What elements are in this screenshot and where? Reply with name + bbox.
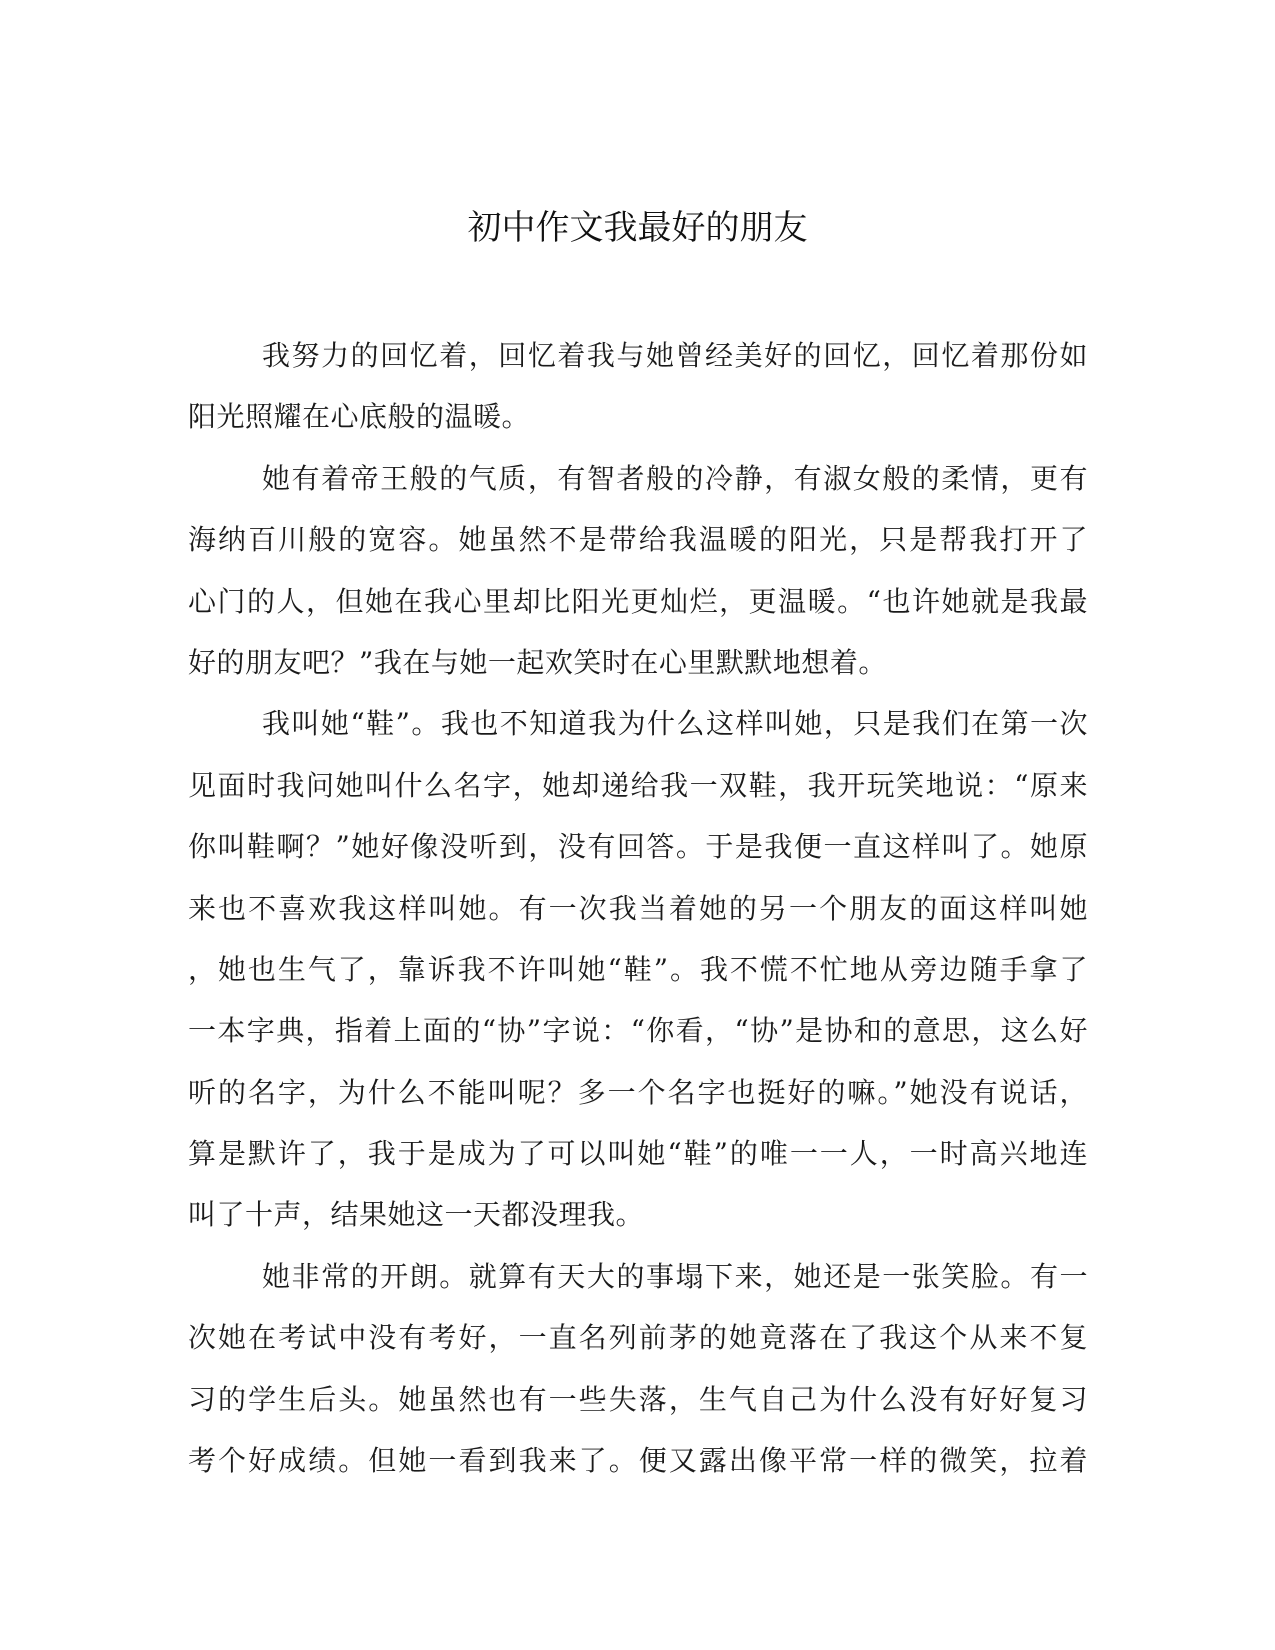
document-body	[188, 325, 1088, 1491]
text-line: 一本字典，指着上面的“协”字说：“你看，“协”是协和的意思，这么好	[188, 1014, 1088, 1048]
text-line: 听的名字，为什么不能叫呢？多一个名字也挺好的嘛。”她没有说话，	[188, 1075, 1088, 1109]
text-line: ，她也生气了，靠诉我不许叫她“鞋”。我不慌不忙地从旁边随手拿了	[188, 952, 1088, 986]
text-line: 习的学生后头。她虽然也有一些失落，生气自己为什么没有好好复习	[188, 1382, 1088, 1416]
text-line: 见面时我问她叫什么名字，她却递给我一双鞋，我开玩笑地说：“原来	[188, 768, 1088, 802]
text-line: 你叫鞋啊？”她好像没听到，没有回答。于是我便一直这样叫了。她原	[188, 830, 1088, 864]
text-line: 她有着帝王般的气质，有智者般的冷静，有淑女般的柔情，更有	[262, 461, 1088, 495]
text-line: 叫了十声，结果她这一天都没理我。	[188, 1198, 645, 1232]
text-line: 次她在考试中没有考好，一直名列前茅的她竟落在了我这个从来不复	[188, 1321, 1088, 1355]
text-line: 海纳百川般的宽容。她虽然不是带给我温暖的阳光，只是帮我打开了	[188, 523, 1088, 557]
text-line: 心门的人，但她在我心里却比阳光更灿烂，更温暖。“也许她就是我最	[188, 584, 1088, 618]
document-title: 初中作文我最好的朋友	[467, 208, 808, 248]
text-line: 考个好成绩。但她一看到我来了。便又露出像平常一样的微笑，拉着	[188, 1444, 1088, 1478]
text-line: 阳光照耀在心底般的温暖。	[188, 400, 531, 434]
text-line: 好的朋友吧？”我在与她一起欢笑时在心里默默地想着。	[188, 645, 887, 679]
text-line: 我叫她“鞋”。我也不知道我为什么这样叫她，只是我们在第一次	[262, 707, 1088, 741]
text-line: 她非常的开朗。就算有天大的事塌下来，她还是一张笑脸。有一	[262, 1259, 1088, 1293]
text-line: 来也不喜欢我这样叫她。有一次我当着她的另一个朋友的面这样叫她	[188, 891, 1088, 925]
text-line: 算是默许了，我于是成为了可以叫她“鞋”的唯一一人，一时高兴地连	[188, 1137, 1088, 1171]
text-line: 我努力的回忆着，回忆着我与她曾经美好的回忆，回忆着那份如	[262, 339, 1088, 372]
